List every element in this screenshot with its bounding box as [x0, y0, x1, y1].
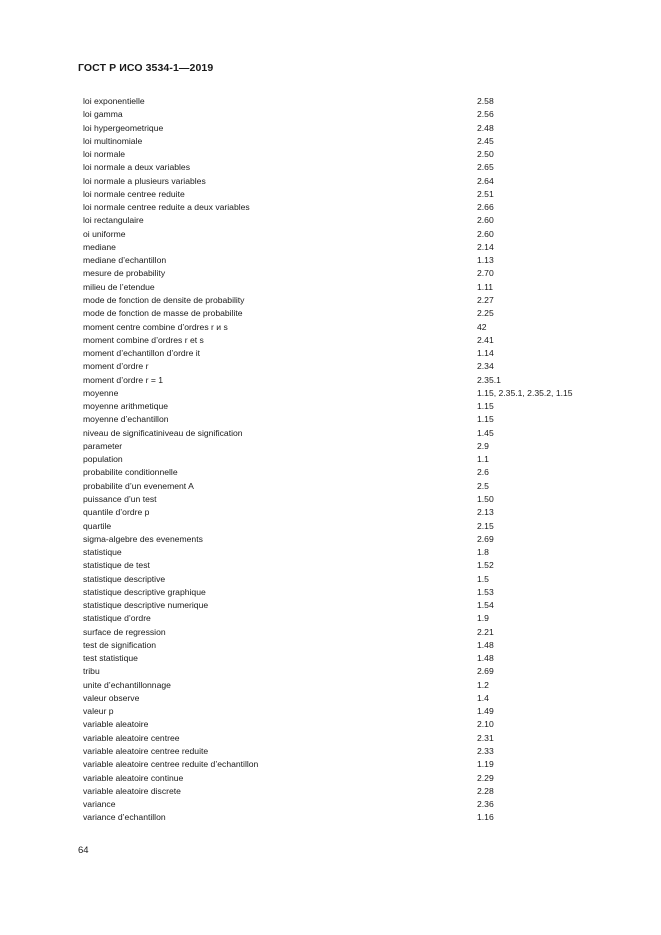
index-entry — [83, 148, 603, 161]
index-entry — [83, 772, 603, 785]
index-reference: 1.15 — [477, 414, 494, 425]
index-term: moment centre combine d’ordres r и s — [83, 321, 228, 332]
index-term: population — [83, 454, 123, 465]
index-entry — [83, 175, 603, 188]
index-term: variance d’echantillon — [83, 812, 166, 823]
index-reference: 2.31 — [477, 732, 494, 743]
index-entry — [83, 626, 603, 639]
index-term: puissance d’un test — [83, 493, 157, 504]
index-term: mesure de probability — [83, 268, 166, 279]
index-entry — [83, 692, 603, 705]
index-term: moment combine d’ordres r et s — [83, 334, 204, 345]
index-entry — [83, 122, 603, 135]
index-entry — [83, 360, 603, 373]
index-reference: 2.14 — [477, 241, 494, 252]
index-term: parameter — [83, 440, 123, 451]
index-term: variable aleatoire continue — [83, 772, 184, 783]
index-reference: 2.70 — [477, 268, 494, 279]
index-entry — [83, 718, 603, 731]
index-term: loi normale centree reduite — [83, 188, 185, 199]
index-reference: 2.51 — [477, 188, 494, 199]
index-reference: 1.9 — [477, 613, 489, 624]
index-entry — [83, 480, 603, 493]
index-reference: 2.69 — [477, 533, 494, 544]
index-reference: 2.56 — [477, 109, 494, 120]
index-entry — [83, 546, 603, 559]
index-entry — [83, 599, 603, 612]
index-term: variable aleatoire centree — [83, 732, 180, 743]
index-reference: 2.69 — [477, 666, 494, 677]
index-reference: 1.11 — [477, 281, 494, 292]
index-entry — [83, 95, 603, 108]
index-reference: 2.33 — [477, 746, 494, 757]
index-term: variable aleatoire — [83, 719, 149, 730]
index-term: loi normale centree reduite a deux variables — [83, 202, 250, 213]
index-entry — [83, 453, 603, 466]
index-term: test statistique — [83, 653, 138, 664]
index-reference: 1.2 — [477, 679, 489, 690]
index-entry — [83, 294, 603, 307]
index-reference: 2.5 — [477, 480, 489, 491]
index-term: niveau de significatiniveau de signification — [83, 427, 243, 438]
index-term: loi hypergeometrique — [83, 122, 164, 133]
index-term: valeur p — [83, 706, 114, 717]
index-entry — [83, 201, 603, 214]
index-reference: 2.28 — [477, 785, 494, 796]
index-reference: 1.5 — [477, 573, 489, 584]
index-term: probabilite conditionnelle — [83, 467, 178, 478]
index-term: statistique descriptive — [83, 573, 166, 584]
index-term: loi gamma — [83, 109, 123, 120]
index-entry — [83, 347, 603, 360]
index-entry — [83, 639, 603, 652]
index-reference: 1.45 — [477, 427, 494, 438]
index-entry — [83, 427, 603, 440]
index-reference: 2.25 — [477, 308, 494, 319]
document-header: ГОСТ Р ИСО 3534-1—2019 — [78, 62, 214, 74]
index-entry — [83, 533, 603, 546]
index-reference: 1.1 — [477, 454, 489, 465]
index-reference: 2.60 — [477, 228, 494, 239]
index-term: oi uniforme — [83, 228, 126, 239]
index-entry — [83, 387, 603, 400]
index-reference: 2.64 — [477, 175, 494, 186]
index-reference: 1.15 — [477, 401, 494, 412]
index-reference: 2.13 — [477, 507, 494, 518]
index-reference: 1.50 — [477, 493, 494, 504]
index-reference: 1.53 — [477, 586, 494, 597]
index-reference: 2.36 — [477, 799, 494, 810]
index-term: moyenne — [83, 387, 119, 398]
index-term: loi exponentielle — [83, 96, 145, 106]
index-term: mediane d’echantillon — [83, 255, 167, 266]
index-entry — [83, 798, 603, 811]
index-reference: 2.41 — [477, 334, 494, 345]
term-index-list — [83, 95, 603, 825]
index-entry — [83, 281, 603, 294]
index-term: variable aleatoire centree reduite d’echantillon — [83, 759, 259, 770]
index-entry — [83, 135, 603, 148]
index-term: mediane — [83, 241, 116, 252]
index-term: mode de fonction de masse de probabilite — [83, 308, 243, 319]
index-term: moment d’echantillon d’ordre it — [83, 348, 201, 359]
index-reference: 1.14 — [477, 348, 494, 359]
index-entry — [83, 705, 603, 718]
index-term: moment d’ordre r = 1 — [83, 374, 164, 385]
index-reference: 1.15, 2.35.1, 2.35.2, 1.15 — [477, 387, 573, 398]
index-term: unite d’echantillonnage — [83, 679, 171, 690]
index-reference: 1.48 — [477, 653, 494, 664]
index-term: surface de regression — [83, 626, 166, 637]
index-term: tribu — [83, 666, 100, 677]
index-entry — [83, 307, 603, 320]
index-reference: 2.34 — [477, 361, 494, 372]
index-entry — [83, 321, 603, 334]
index-reference: 2.35.1 — [477, 374, 501, 385]
index-entry — [83, 334, 603, 347]
index-entry — [83, 612, 603, 625]
index-term: statistique — [83, 547, 122, 558]
index-entry — [83, 785, 603, 798]
index-term: variance — [83, 799, 116, 810]
index-term: variable aleatoire centree reduite — [83, 746, 209, 757]
index-entry — [83, 374, 603, 387]
index-reference: 2.29 — [477, 772, 494, 783]
index-reference: 1.52 — [477, 560, 494, 571]
index-term: sigma-algebre des evenements — [83, 533, 203, 544]
index-term: statistique de test — [83, 560, 150, 571]
index-entry — [83, 413, 603, 426]
index-reference: 2.15 — [477, 520, 494, 531]
index-reference: 42 — [477, 321, 487, 332]
index-term: statistique descriptive graphique — [83, 586, 206, 597]
index-term: loi multinomiale — [83, 135, 143, 146]
index-term: valeur observe — [83, 692, 140, 703]
index-entry — [83, 732, 603, 745]
index-reference: 1.49 — [477, 706, 494, 717]
index-entry — [83, 506, 603, 519]
index-reference: 1.48 — [477, 639, 494, 650]
index-entry — [83, 758, 603, 771]
index-reference: 1.16 — [477, 812, 494, 823]
index-reference: 1.8 — [477, 547, 489, 558]
index-reference: 2.50 — [477, 149, 494, 160]
index-entry — [83, 573, 603, 586]
index-reference: 2.60 — [477, 215, 494, 226]
index-term: statistique d’ordre — [83, 613, 151, 624]
index-term: quartile — [83, 520, 112, 531]
index-reference: 2.9 — [477, 440, 489, 451]
index-reference: 2.10 — [477, 719, 494, 730]
index-term: milieu de l’etendue — [83, 281, 155, 292]
index-term: loi normale a plusieurs variables — [83, 175, 206, 186]
index-reference: 1.54 — [477, 600, 494, 611]
index-entry — [83, 254, 603, 267]
index-entry — [83, 228, 603, 241]
index-term: statistique descriptive numerique — [83, 600, 209, 611]
index-term: mode de fonction de densite de probability — [83, 294, 245, 305]
index-entry — [83, 108, 603, 121]
index-entry — [83, 652, 603, 665]
index-entry — [83, 665, 603, 678]
index-entry — [83, 559, 603, 572]
index-entry — [83, 267, 603, 280]
index-entry — [83, 161, 603, 174]
index-entry — [83, 440, 603, 453]
index-entry — [83, 811, 603, 824]
index-reference: 2.65 — [477, 162, 494, 173]
index-entry — [83, 400, 603, 413]
index-term: quantile d’ordre p — [83, 507, 150, 518]
index-reference: 1.4 — [477, 692, 489, 703]
index-reference: 2.27 — [477, 294, 494, 305]
index-reference: 2.58 — [477, 96, 494, 106]
index-reference: 2.21 — [477, 626, 494, 637]
index-entry — [83, 493, 603, 506]
index-entry — [83, 520, 603, 533]
index-reference: 2.45 — [477, 135, 494, 146]
index-reference: 2.66 — [477, 202, 494, 213]
index-term: loi normale a deux variables — [83, 162, 191, 173]
index-entry — [83, 745, 603, 758]
index-term: moment d’ordre r — [83, 361, 149, 372]
index-term: variable aleatoire discrete — [83, 785, 181, 796]
index-reference: 2.48 — [477, 122, 494, 133]
index-term: moyenne arithmetique — [83, 401, 169, 412]
index-term: loi rectangulaire — [83, 215, 144, 226]
index-term: test de signification — [83, 639, 157, 650]
index-entry — [83, 241, 603, 254]
index-entry — [83, 679, 603, 692]
index-term: loi normale — [83, 149, 126, 160]
page-number: 64 — [78, 845, 89, 856]
index-term: probabilite d’un evenement A — [83, 480, 194, 491]
index-entry — [83, 214, 603, 227]
index-reference: 1.13 — [477, 255, 494, 266]
index-entry — [83, 586, 603, 599]
index-entry — [83, 188, 603, 201]
index-reference: 2.6 — [477, 467, 489, 478]
index-entry — [83, 466, 603, 479]
index-reference: 1.19 — [477, 759, 494, 770]
index-term: moyenne d’echantillon — [83, 414, 169, 425]
